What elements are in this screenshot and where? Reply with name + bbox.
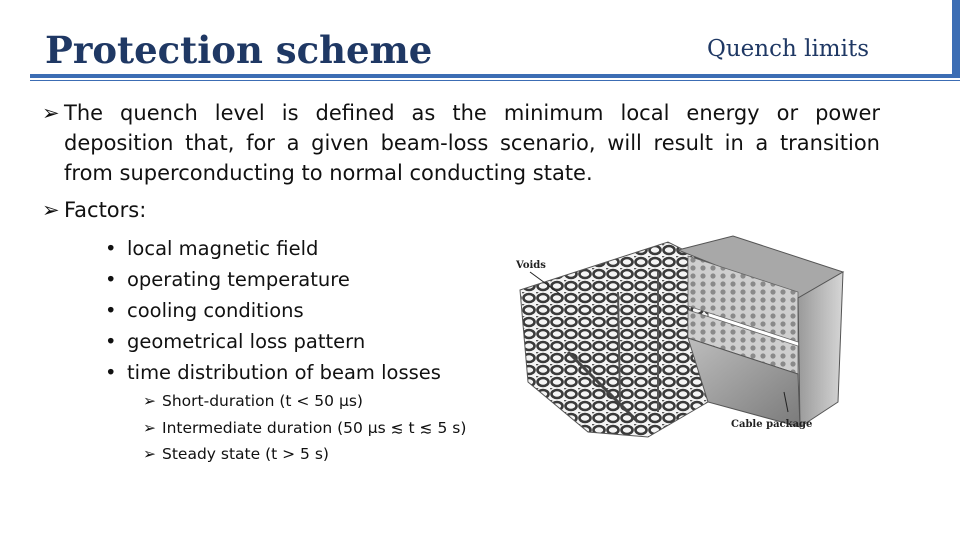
- sub-list-item: [143, 388, 466, 415]
- arrow-bullet-icon: ➢: [143, 418, 156, 437]
- void-mesh-shape: [520, 242, 708, 437]
- slide-subtitle: Quench limits: [707, 36, 870, 62]
- dot-bullet-icon: •: [105, 268, 117, 291]
- sub-list-item-text: Intermediate duration (50 µs ≲ t ≲ 5 s): [162, 418, 467, 437]
- dot-bullet-icon: •: [105, 361, 117, 384]
- paragraph-text: Factors:: [64, 198, 147, 222]
- list-item: [105, 357, 441, 388]
- paragraph-factors: [42, 195, 880, 225]
- list-item: [105, 264, 441, 295]
- list-item-text: local magnetic field: [127, 237, 319, 260]
- title-divider: [30, 74, 960, 78]
- sub-list-item: [143, 441, 466, 468]
- cable-package-label: Cable package: [731, 419, 813, 430]
- dot-bullet-icon: •: [105, 237, 117, 260]
- arrow-bullet-icon: ➢: [42, 198, 60, 222]
- factor-list: [105, 233, 441, 388]
- sub-list-item-text: Short-duration (t < 50 µs): [162, 392, 363, 410]
- title-divider-thin: [30, 80, 960, 81]
- arrow-bullet-icon: ➢: [143, 392, 156, 410]
- arrow-bullet-icon: ➢: [143, 445, 156, 463]
- list-item-text: geometrical loss pattern: [127, 330, 366, 353]
- slide-title: Protection scheme: [45, 28, 433, 72]
- list-item-text: cooling conditions: [127, 299, 304, 322]
- dot-bullet-icon: •: [105, 330, 117, 353]
- paragraph-text: The quench level is defined as the minimum local energy or power deposition that, for a given beam-loss scenario, will result in a transition from superconducting to normal conducting state.: [64, 101, 880, 185]
- list-item-text: operating temperature: [127, 268, 350, 291]
- list-item-text: time distribution of beam losses: [127, 361, 441, 384]
- list-item: [105, 295, 441, 326]
- arrow-bullet-icon: ➢: [42, 101, 60, 125]
- list-item: [105, 233, 441, 264]
- dot-bullet-icon: •: [105, 299, 117, 322]
- corner-accent: [952, 0, 960, 76]
- sub-list-item: [143, 415, 466, 442]
- content-area: [42, 98, 880, 232]
- duration-list: [143, 388, 466, 468]
- paragraph-definition: [42, 98, 880, 188]
- list-item: [105, 326, 441, 357]
- sub-list-item-text: Steady state (t > 5 s): [162, 445, 329, 463]
- voids-label: Voids: [516, 260, 546, 271]
- coil-cross-section-image: [508, 232, 853, 450]
